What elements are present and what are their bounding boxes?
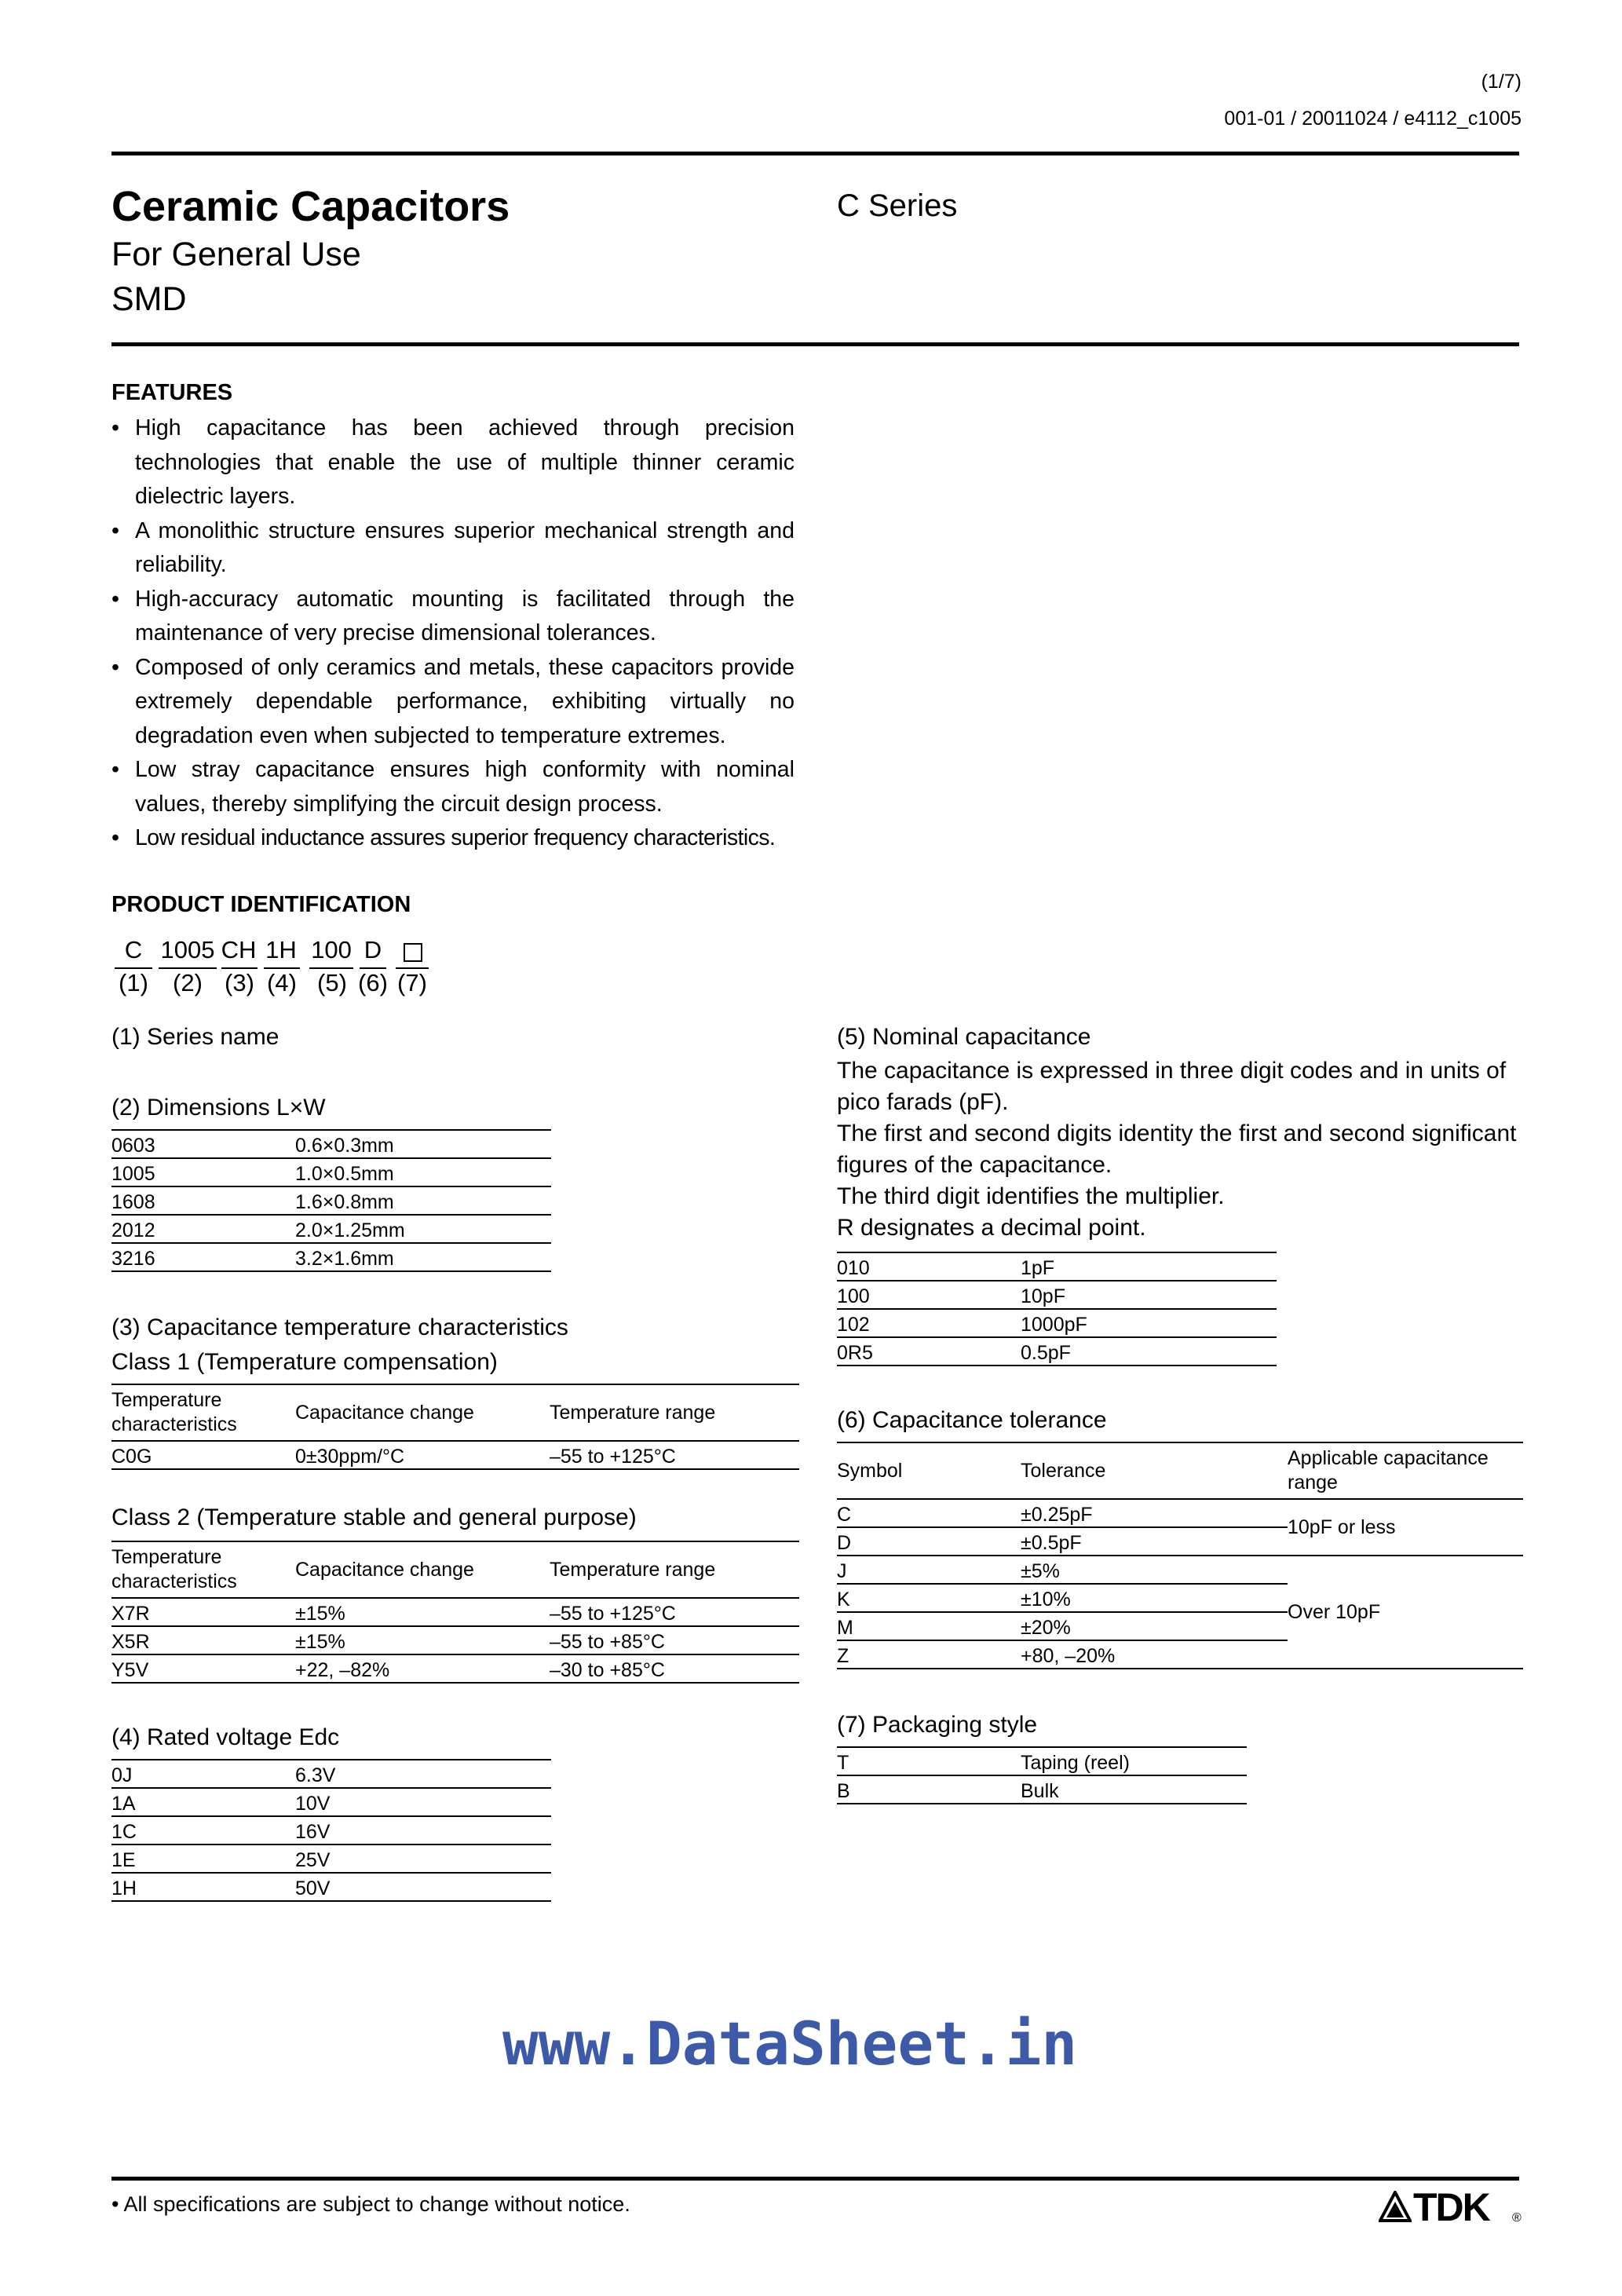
page-number: (1/7) [1481, 71, 1522, 93]
table-row: M ±20% [837, 1612, 1523, 1640]
product-id-heading: PRODUCT IDENTIFICATION [111, 892, 411, 917]
table-row: J ±5% Over 10pF [837, 1556, 1523, 1584]
registered-mark: ® [1512, 2211, 1522, 2225]
packaging-placeholder-icon [404, 943, 422, 962]
tolerance-label: (6) Capacitance tolerance [837, 1407, 1107, 1433]
table-row: X5R ±15% –55 to +85°C [111, 1626, 799, 1654]
footer-note: • All specifications are subject to change without notice. [111, 2192, 630, 2216]
header-rule [111, 152, 1519, 155]
code-temp-char: CH [221, 936, 257, 963]
code-number: (2) [173, 969, 203, 996]
feature-item: • High capacitance has been achieved through precision technologies that enable the use of multiple thinner ceramic dielectric layers. [111, 415, 795, 509]
table-row: 0J 6.3V [111, 1760, 551, 1788]
series-name: C Series [837, 188, 958, 223]
class2-table [111, 1541, 799, 1684]
product-id-code [0, 936, 1622, 1007]
code-number: (4) [267, 969, 297, 996]
table-row: 1608 1.6×0.8mm [111, 1186, 551, 1215]
table-header-row: Temperature characteristics Capacitance change Temperature range [111, 1384, 799, 1441]
code-number: (3) [225, 969, 254, 996]
table-row: 0603 0.6×0.3mm [111, 1130, 551, 1158]
tdk-logo-mark-icon [1379, 2191, 1412, 2224]
table-row: 1A 10V [111, 1788, 551, 1816]
code-number: (7) [397, 969, 427, 996]
code-series: C [124, 936, 143, 963]
code-dimensions: 1005 [160, 936, 215, 963]
temp-char-label: (3) Capacitance temperature characteristics [111, 1314, 568, 1340]
rated-voltage-label: (4) Rated voltage Edc [111, 1724, 340, 1750]
table-row: T Taping (reel) [837, 1747, 1247, 1775]
series-name-label: (1) Series name [111, 1024, 279, 1050]
table-row: Y5V +22, –82% –30 to +85°C [111, 1654, 799, 1683]
table-row: C0G 0±30ppm/°C –55 to +125°C [111, 1441, 799, 1469]
class1-label: Class 1 (Temperature compensation) [111, 1349, 498, 1375]
tolerance-range-low: 10pF or less [1288, 1499, 1523, 1556]
tolerance-table [837, 1442, 1523, 1669]
tdk-logo-text: TDK [1413, 2185, 1489, 2229]
table-header-row: Symbol Tolerance Applicable capacitance range [837, 1442, 1523, 1499]
subtitle-smd: SMD [111, 280, 187, 318]
table-row: D ±0.5pF [837, 1527, 1523, 1556]
table-row: 102 1000pF [837, 1309, 1277, 1337]
class2-label: Class 2 (Temperature stable and general purpose) [111, 1504, 637, 1530]
code-capacitance: 100 [311, 936, 352, 963]
feature-item: • Low residual inductance assures superior frequency characteristics. [111, 825, 776, 850]
code-number: (5) [317, 969, 347, 996]
page-title: Ceramic Capacitors [111, 183, 510, 230]
table-header-row: Temperature characteristics Capacitance change Temperature range [111, 1541, 799, 1598]
table-row: K ±10% [837, 1584, 1523, 1612]
code-number: (6) [358, 969, 388, 996]
dimensions-label: (2) Dimensions L×W [111, 1095, 326, 1121]
feature-item: • Composed of only ceramics and metals, these capacitors provide extremely dependable performance, exhibiting virtually no degradation even when subjected to temperature extremes. [111, 654, 795, 748]
features-list [111, 411, 795, 856]
watermark-text: www.DataSheet.in [502, 2009, 1078, 2078]
table-row: 0R5 0.5pF [837, 1337, 1277, 1366]
packaging-table [837, 1746, 1247, 1804]
table-row: 1C 16V [111, 1816, 551, 1844]
feature-item: • Low stray capacitance ensures high conformity with nominal values, thereby simplifying the circuit design process. [111, 757, 795, 817]
table-row: B Bulk [837, 1775, 1247, 1804]
table-row: 100 10pF [837, 1281, 1277, 1309]
dimensions-table [111, 1129, 551, 1272]
footer-rule [111, 2177, 1519, 2181]
table-row: 3216 3.2×1.6mm [111, 1243, 551, 1271]
title-rule [111, 342, 1519, 346]
code-voltage: 1H [265, 936, 297, 963]
document-id: 001-01 / 20011024 / e4112_c1005 [1224, 108, 1522, 130]
nominal-cap-table [837, 1252, 1277, 1366]
table-row: X7R ±15% –55 to +125°C [111, 1598, 799, 1626]
table-row: 1H 50V [111, 1873, 551, 1901]
class1-table [111, 1384, 799, 1470]
packaging-label: (7) Packaging style [837, 1712, 1038, 1738]
table-row: C ±0.25pF 10pF or less [837, 1499, 1523, 1527]
feature-item: • A monolithic structure ensures superior mechanical strength and reliability. [111, 517, 795, 577]
code-number: (1) [119, 969, 148, 996]
table-row: Z +80, –20% [837, 1640, 1523, 1669]
subtitle-general-use: For General Use [111, 236, 361, 273]
table-row: 1005 1.0×0.5mm [111, 1158, 551, 1186]
nominal-cap-label: (5) Nominal capacitance [837, 1024, 1091, 1050]
rated-voltage-table [111, 1759, 551, 1902]
tolerance-range-high: Over 10pF [1288, 1556, 1523, 1669]
nominal-cap-description: The capacitance is expressed in three digit codes and in units of pico farads (pF). The first and second digits identity the first and second significant figures of the capacitance. The third digit identifies the multiplier. R designates a decimal point. [837, 1058, 1517, 1241]
table-row: 010 1pF [837, 1252, 1277, 1281]
table-row: 1E 25V [111, 1844, 551, 1873]
feature-item: • High-accuracy automatic mounting is facilitated through the maintenance of very precise dimensional tolerances. [111, 586, 795, 645]
features-heading: FEATURES [111, 380, 233, 405]
table-row: 2012 2.0×1.25mm [111, 1215, 551, 1243]
code-tolerance: D [363, 936, 382, 963]
